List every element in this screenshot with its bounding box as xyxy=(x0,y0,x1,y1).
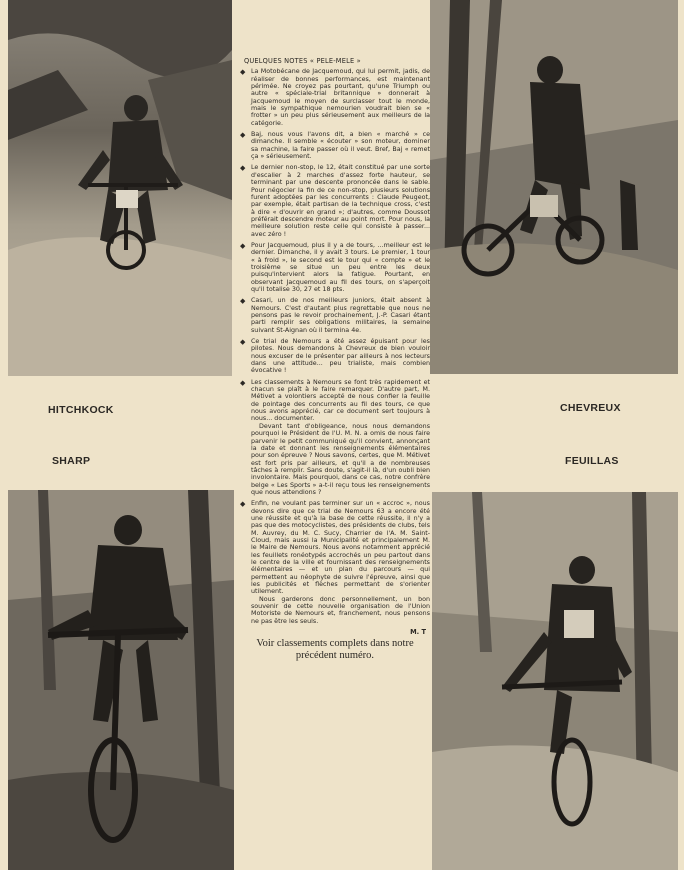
diamond-bullet-icon: ◆ xyxy=(240,131,246,140)
diamond-bullet-icon: ◆ xyxy=(240,500,246,509)
diamond-bullet-icon: ◆ xyxy=(240,164,246,173)
photo-chevreux xyxy=(430,0,678,374)
article-paragraph: ◆ Le dernier non-stop, le 12, était constitué par une sorte d'escalier à 2 marches d'assez forte hauteur, se terminant par une descente prononcée dans le sable. Pour négocier la fin de ce non-stop, plusieurs solutions furent adoptées par les concurrents : Claude Peugeot, par exemple, était partisan de la technique cross, c'est à dire « d'ouvrir en grand »; d'autres, comme Doussot préférait descendre moteur au point mort. Pour nous, la meilleure solution reste celle qui consiste à passer... avec zéro ! xyxy=(240,164,430,238)
diamond-bullet-icon: ◆ xyxy=(240,297,246,306)
diamond-bullet-icon: ◆ xyxy=(240,68,246,77)
article-paragraph: ◆ Enfin, ne voulant pas terminer sur un « accroc », nous devons dire que ce trial de Nemours 63 a encore été une réussite et qu'à la base de cette réussite, il n'y a pas que des motocyclistes, des présidents de clubs, tels M. Auvrey, du M. C. Sucy, Charrier de l'A. M. Saint-Cloud, mais aussi la Municipalité et principalement M. le Maire de Nemours. Nous avons notamment apprécié les feuillets ronéotypés accrochés un peu partout dans le centre de la ville et fournissant des renseignements élémentaires — et un plan du parcours — qui permettent au néophyte de suivre l'épreuve, ainsi que les publicités et flèches permettant de s'orienter utilement. Nous garderons donc personnellement, un bon souvenir de cette nouvelle organisation de l'Union Motoriste de Nemours et, franchement, nous pensons ne pas être les seuls. xyxy=(240,500,430,625)
article-paragraph-continued: Devant tant d'obligeance, nous nous demandons pourquoi le Président de l'U. M. N. a omis de nous faire parvenir le petit communiqué qu'il convient, annonçant la date et donnant les renseignements élémentaires pour son épreuve ? Nous savons, certes, que M. Métivet est fort pris par ailleurs, et qu'il a de nombreuses tâches à remplir. Sans doute, s'agit-il là, d'un oubli bien involontaire. Mais pourquoi, dans ce cas, notre confrère belge « Les Sports » a-t-il reçu tous les renseignements que nous attendions ? xyxy=(251,422,430,496)
photo-sharp xyxy=(8,490,234,870)
photo-feuillas xyxy=(432,492,678,870)
article-paragraph: ◆ Pour Jacquemoud, plus il y a de tours, ...meilleur est le dernier. Dimanche, il y avait 3 tours. Le premier, 1 tour « à froid », le second est le tour qui « compte » et le troisième se situe un peu entre les deux puisqu'intervient alors la fatigue. Pourtant, en observant Jacquemoud au fil des tours, on s'aperçoit qu'il totalise 30, 27 et 18 pts. xyxy=(240,241,430,293)
diamond-bullet-icon: ◆ xyxy=(240,378,246,387)
caption-feuillas: FEUILLAS xyxy=(565,455,619,467)
diamond-bullet-icon: ◆ xyxy=(240,241,246,250)
article-paragraph: ◆ La Motobécane de Jacquemoud, qui lui permit, jadis, de réaliser de bonnes performances, est maintenant périmée. Ne croyez pas pourtant, qu'une Triumph ou autre « spéciale-trial britannique » donnerait à Jacquemoud le moyen de surclasser tout le monde, mais le sympathique nemourien voudrait bien se « frotter » un peu plus sérieusement aux meilleurs de la catégorie. xyxy=(240,68,430,127)
article-paragraph: ◆ Casari, un de nos meilleurs juniors, était absent à Nemours. C'est d'autant plus regrettable que nous ne pensons pas le revoir prochainement, J.-P. Casari étant parti remplir ses obligations militaires, la semaine suivant St-Aignan où il termina 4e. xyxy=(240,297,430,334)
caption-chevreux: CHEVREUX xyxy=(560,402,621,414)
article-column xyxy=(240,58,430,858)
results-note: Voir classements complets dans notre précédent numéro. xyxy=(256,638,414,662)
caption-hitchkock: HITCHKOCK xyxy=(48,404,114,416)
photo-hitchkock xyxy=(8,0,232,376)
diamond-bullet-icon: ◆ xyxy=(240,338,246,347)
article-paragraph: ◆ Ce trial de Nemours a été assez épuisant pour les pilotes. Nous demandons à Chevreux de bien vouloir nous excuser de le présenter par ailleurs à nos lecteurs dans une attitude... peu trialiste, mais combien évocative ! xyxy=(240,338,430,375)
article-paragraph: ◆ Les classements à Nemours se font très rapidement et chacun se plaît à le faire remarquer. D'autre part, M. Métivet a volontiers accepté de nous confier la feuille de pointage des concurrents au fil des tours, ce que nous avons apprécié, car ce document sert toujours à nous... documenter. Devant tant d'obligeance, nous nous demandons pourquoi le Président de l'U. M. N. a omis de nous faire parvenir le petit communiqué qu'il convient, annonçant la date et donnant les renseignements élémentaires pour son épreuve ? Nous savons, certes, que M. Métivet est fort pris par ailleurs, et qu'il a de nombreuses tâches à remplir. Sans doute, s'agit-il là, d'un oubli bien involontaire. Mais pourquoi, dans ce cas, notre confrère belge « Les Sports » a-t-il reçu tous les renseignements que nous attendions ? xyxy=(240,378,430,496)
article-paragraph: ◆ Baj, nous vous l'avons dit, a bien « marché » ce dimanche. Il semble « écouter » son moteur, dominer sa machine, la faire passer où il veut. Bref, Baj « remet ça » sérieusement. xyxy=(240,131,430,161)
article-heading: QUELQUES NOTES « PELE-MELE » xyxy=(244,57,361,65)
article-signature: M. T xyxy=(410,628,426,637)
article-paragraph-continued: Nous garderons donc personnellement, un bon souvenir de cette nouvelle organisation de l'Union Motoriste de Nemours et, franchement, nous pensons ne pas être les seuls. xyxy=(251,595,430,625)
caption-sharp: SHARP xyxy=(52,455,91,467)
